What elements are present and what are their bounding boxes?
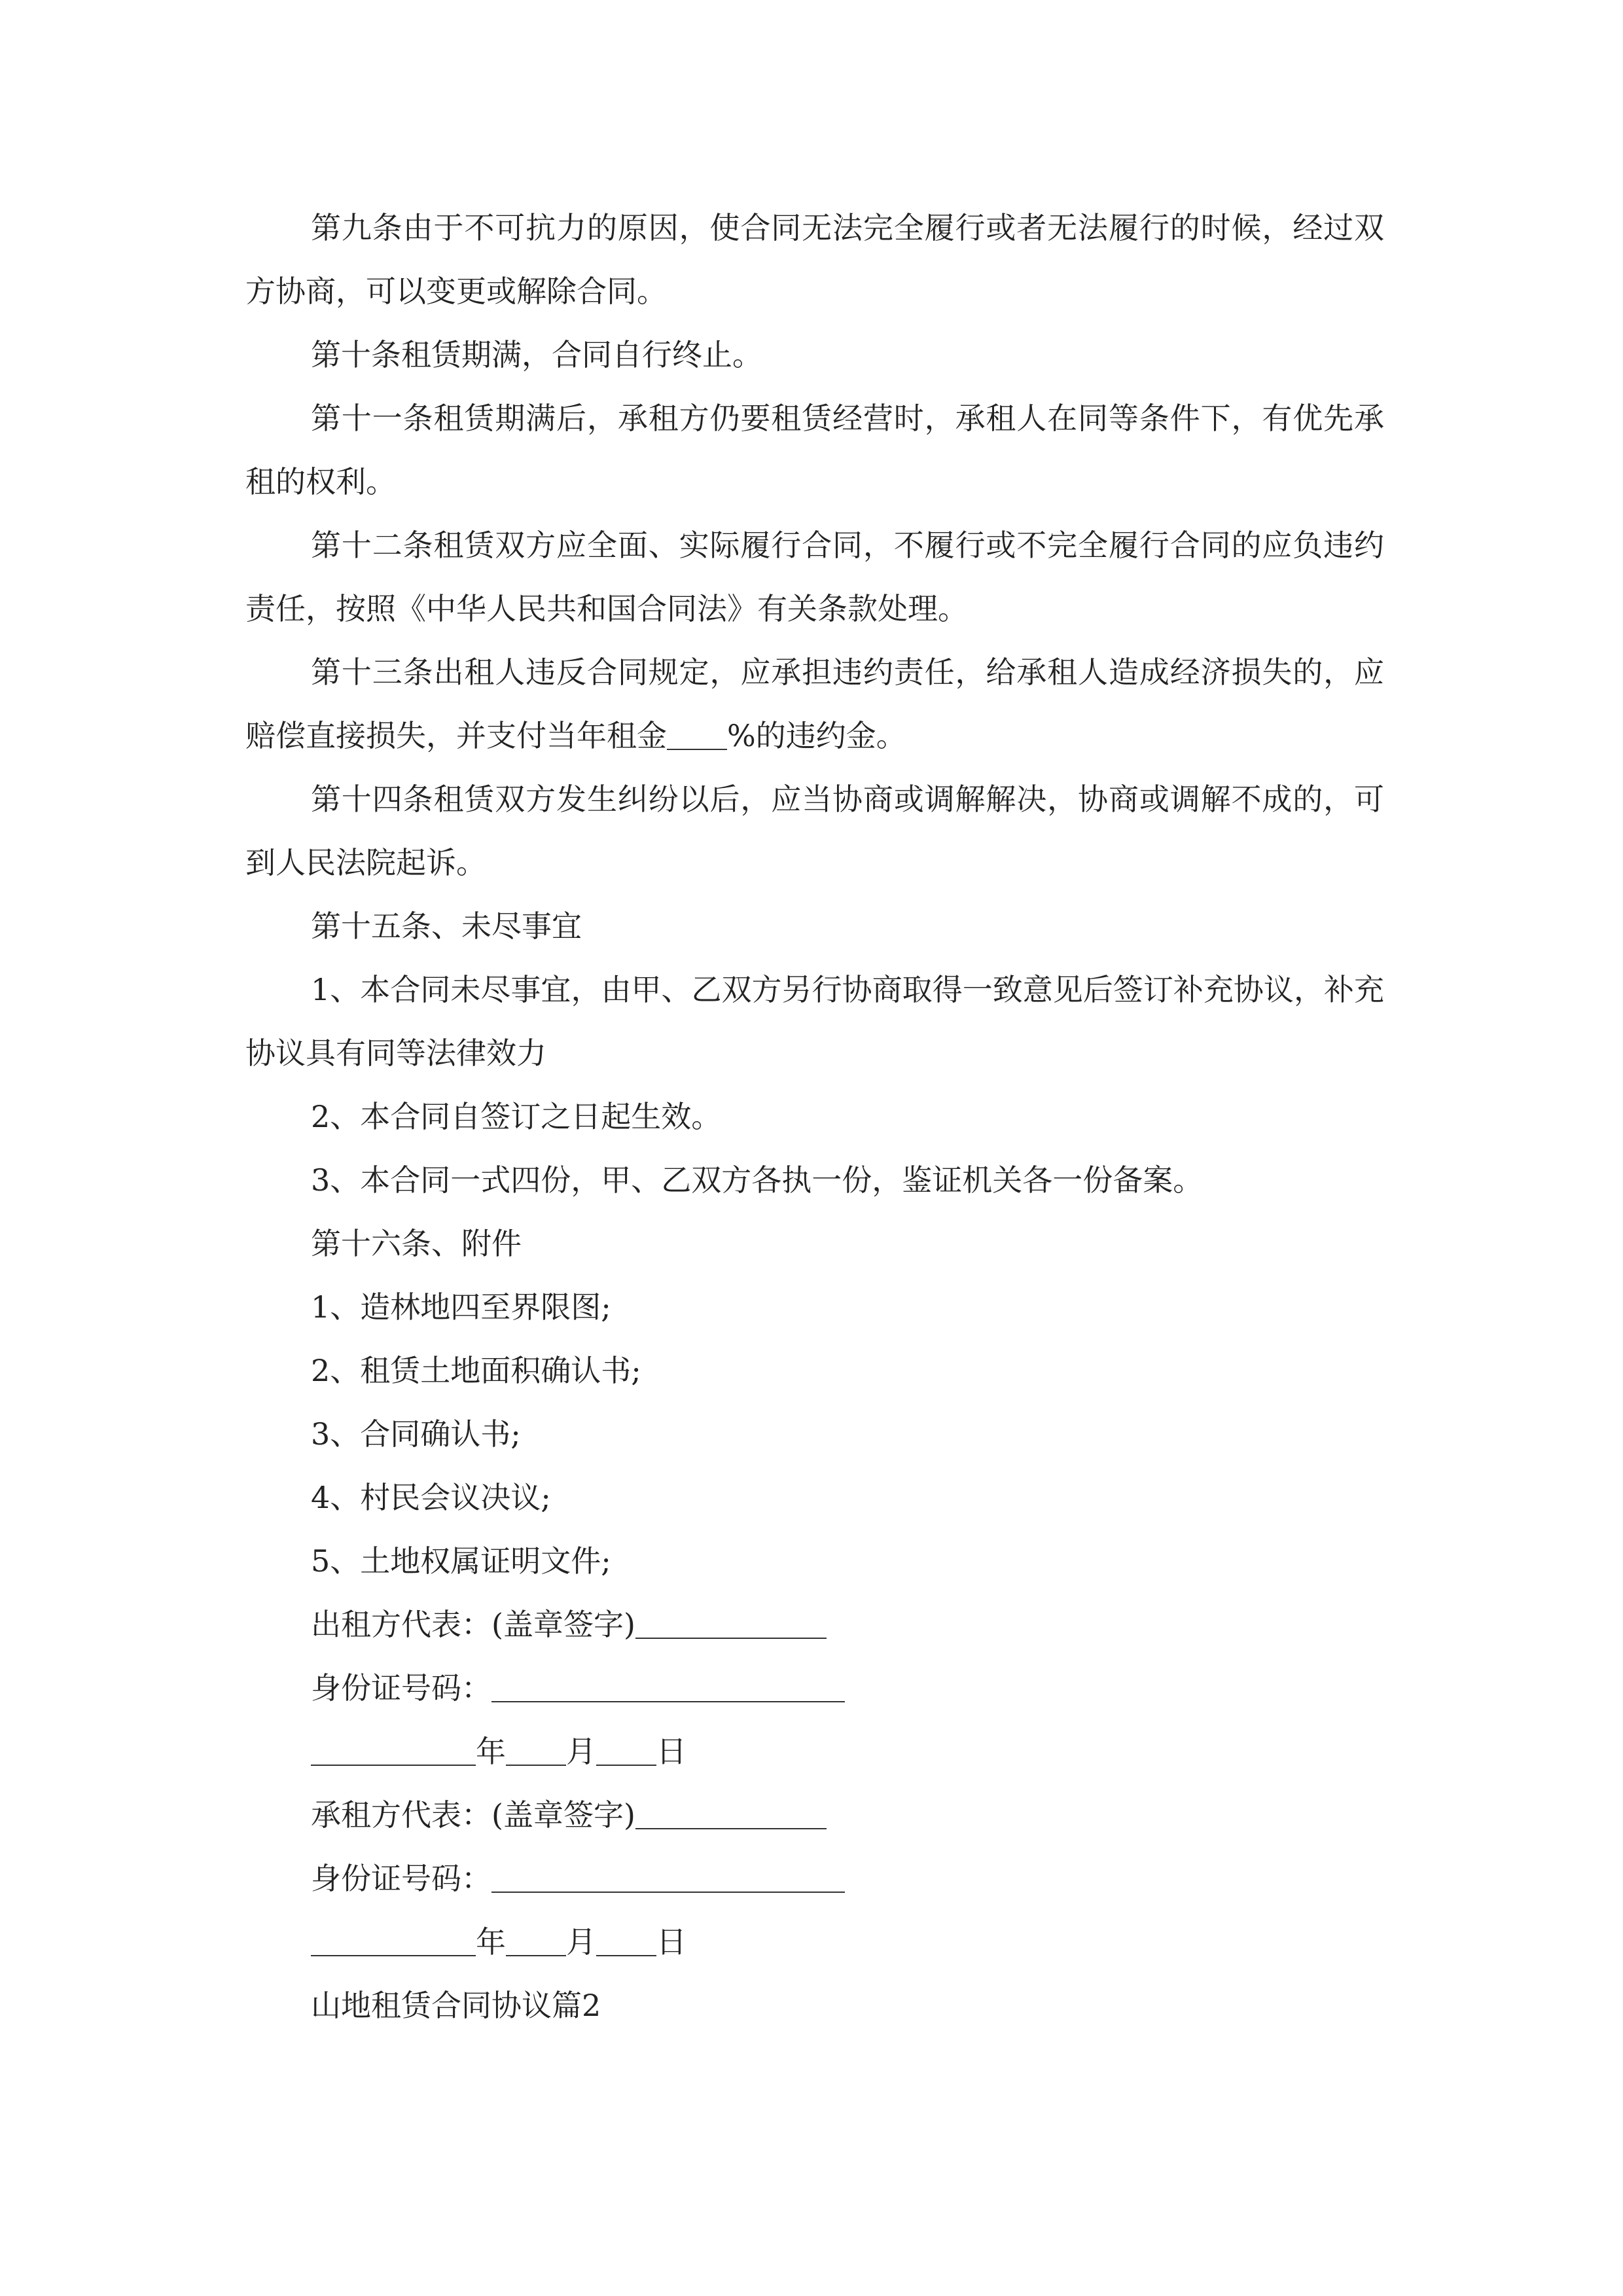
article-13-text: 第十三条出租人违反合同规定，应承担违约责任，给承租人造成经济损失的，应赔偿直接损失，并支付当年租金 <box>245 655 1384 753</box>
attachment-item-5: 5、土地权属证明文件; <box>311 1543 611 1579</box>
article-10: 第十条租赁期满，合同自行终止。 <box>311 337 762 372</box>
lessor-signature-blank <box>635 1611 827 1639</box>
next-section-title: 山地租赁合同协议篇2 <box>311 1988 601 2023</box>
article-12: 第十二条租赁双方应全面、实际履行合同，不履行或不完全履行合同的应负违约责任，按照《中华人民共和国合同法》有关条款处理。 <box>245 528 1384 626</box>
lessor-month-label: 月 <box>566 1734 596 1769</box>
lessor-month-blank <box>506 1738 566 1766</box>
lessee-signature-label: 承租方代表：(盖章签字) <box>311 1797 635 1833</box>
lessee-signature-line <box>245 1784 1384 1847</box>
lessee-id-blank <box>491 1865 845 1893</box>
lessee-month-blank <box>506 1929 566 1956</box>
article-13-suffix: %的违约金。 <box>727 718 906 753</box>
lessee-year-blank <box>311 1929 476 1956</box>
lessor-id-blank <box>491 1675 845 1702</box>
lessor-date-line <box>245 1720 1384 1784</box>
attachment-item-4: 4、村民会议决议; <box>311 1480 551 1515</box>
article-14: 第十四条租赁双方发生纠纷以后，应当协商或调解解决，协商或调解不成的，可到人民法院起诉。 <box>245 781 1384 880</box>
lessee-day-blank <box>596 1929 656 1956</box>
article-13 <box>245 641 1384 768</box>
lessor-day-blank <box>596 1738 656 1766</box>
article-9: 第九条由于不可抗力的原因，使合同无法完全履行或者无法履行的时候，经过双方协商，可以变更或解除合同。 <box>245 210 1384 309</box>
lessee-id-line <box>245 1847 1384 1910</box>
lessee-signature-blank <box>635 1802 827 1829</box>
lessee-day-label: 日 <box>656 1924 687 1960</box>
article-15-title: 第十五条、未尽事宜 <box>311 908 582 944</box>
article-11: 第十一条租赁期满后，承租方仍要租赁经营时，承租人在同等条件下，有优先承租的权利。 <box>245 401 1384 499</box>
lessor-signature-line <box>245 1593 1384 1657</box>
attachment-item-2: 2、租赁土地面积确认书; <box>311 1353 641 1388</box>
contract-body <box>245 196 1384 2037</box>
lessee-date-line <box>245 1910 1384 1974</box>
lessor-day-label: 日 <box>656 1734 687 1769</box>
lessee-year-label: 年 <box>476 1924 506 1960</box>
lessee-id-label: 身份证号码： <box>311 1861 491 1896</box>
lessee-month-label: 月 <box>566 1924 596 1960</box>
lessor-id-line <box>245 1657 1384 1720</box>
lessor-id-label: 身份证号码： <box>311 1670 491 1706</box>
article-15-item-2: 2、本合同自签订之日起生效。 <box>311 1099 722 1134</box>
lessor-signature-label: 出租方代表：(盖章签字) <box>311 1607 635 1642</box>
article-15-item-3: 3、本合同一式四份，甲、乙双方各执一份，鉴证机关各一份备案。 <box>311 1162 1204 1198</box>
lessor-year-blank <box>311 1738 476 1766</box>
attachment-item-1: 1、造林地四至界限图; <box>311 1289 611 1325</box>
article-15-item-1: 1、本合同未尽事宜，由甲、乙双方另行协商取得一致意见后签订补充协议，补充协议具有同等法律效力 <box>245 972 1384 1071</box>
penalty-percent-blank <box>667 723 727 750</box>
attachment-item-3: 3、合同确认书; <box>311 1416 521 1452</box>
article-16-title: 第十六条、附件 <box>311 1226 522 1261</box>
lessor-year-label: 年 <box>476 1734 506 1769</box>
